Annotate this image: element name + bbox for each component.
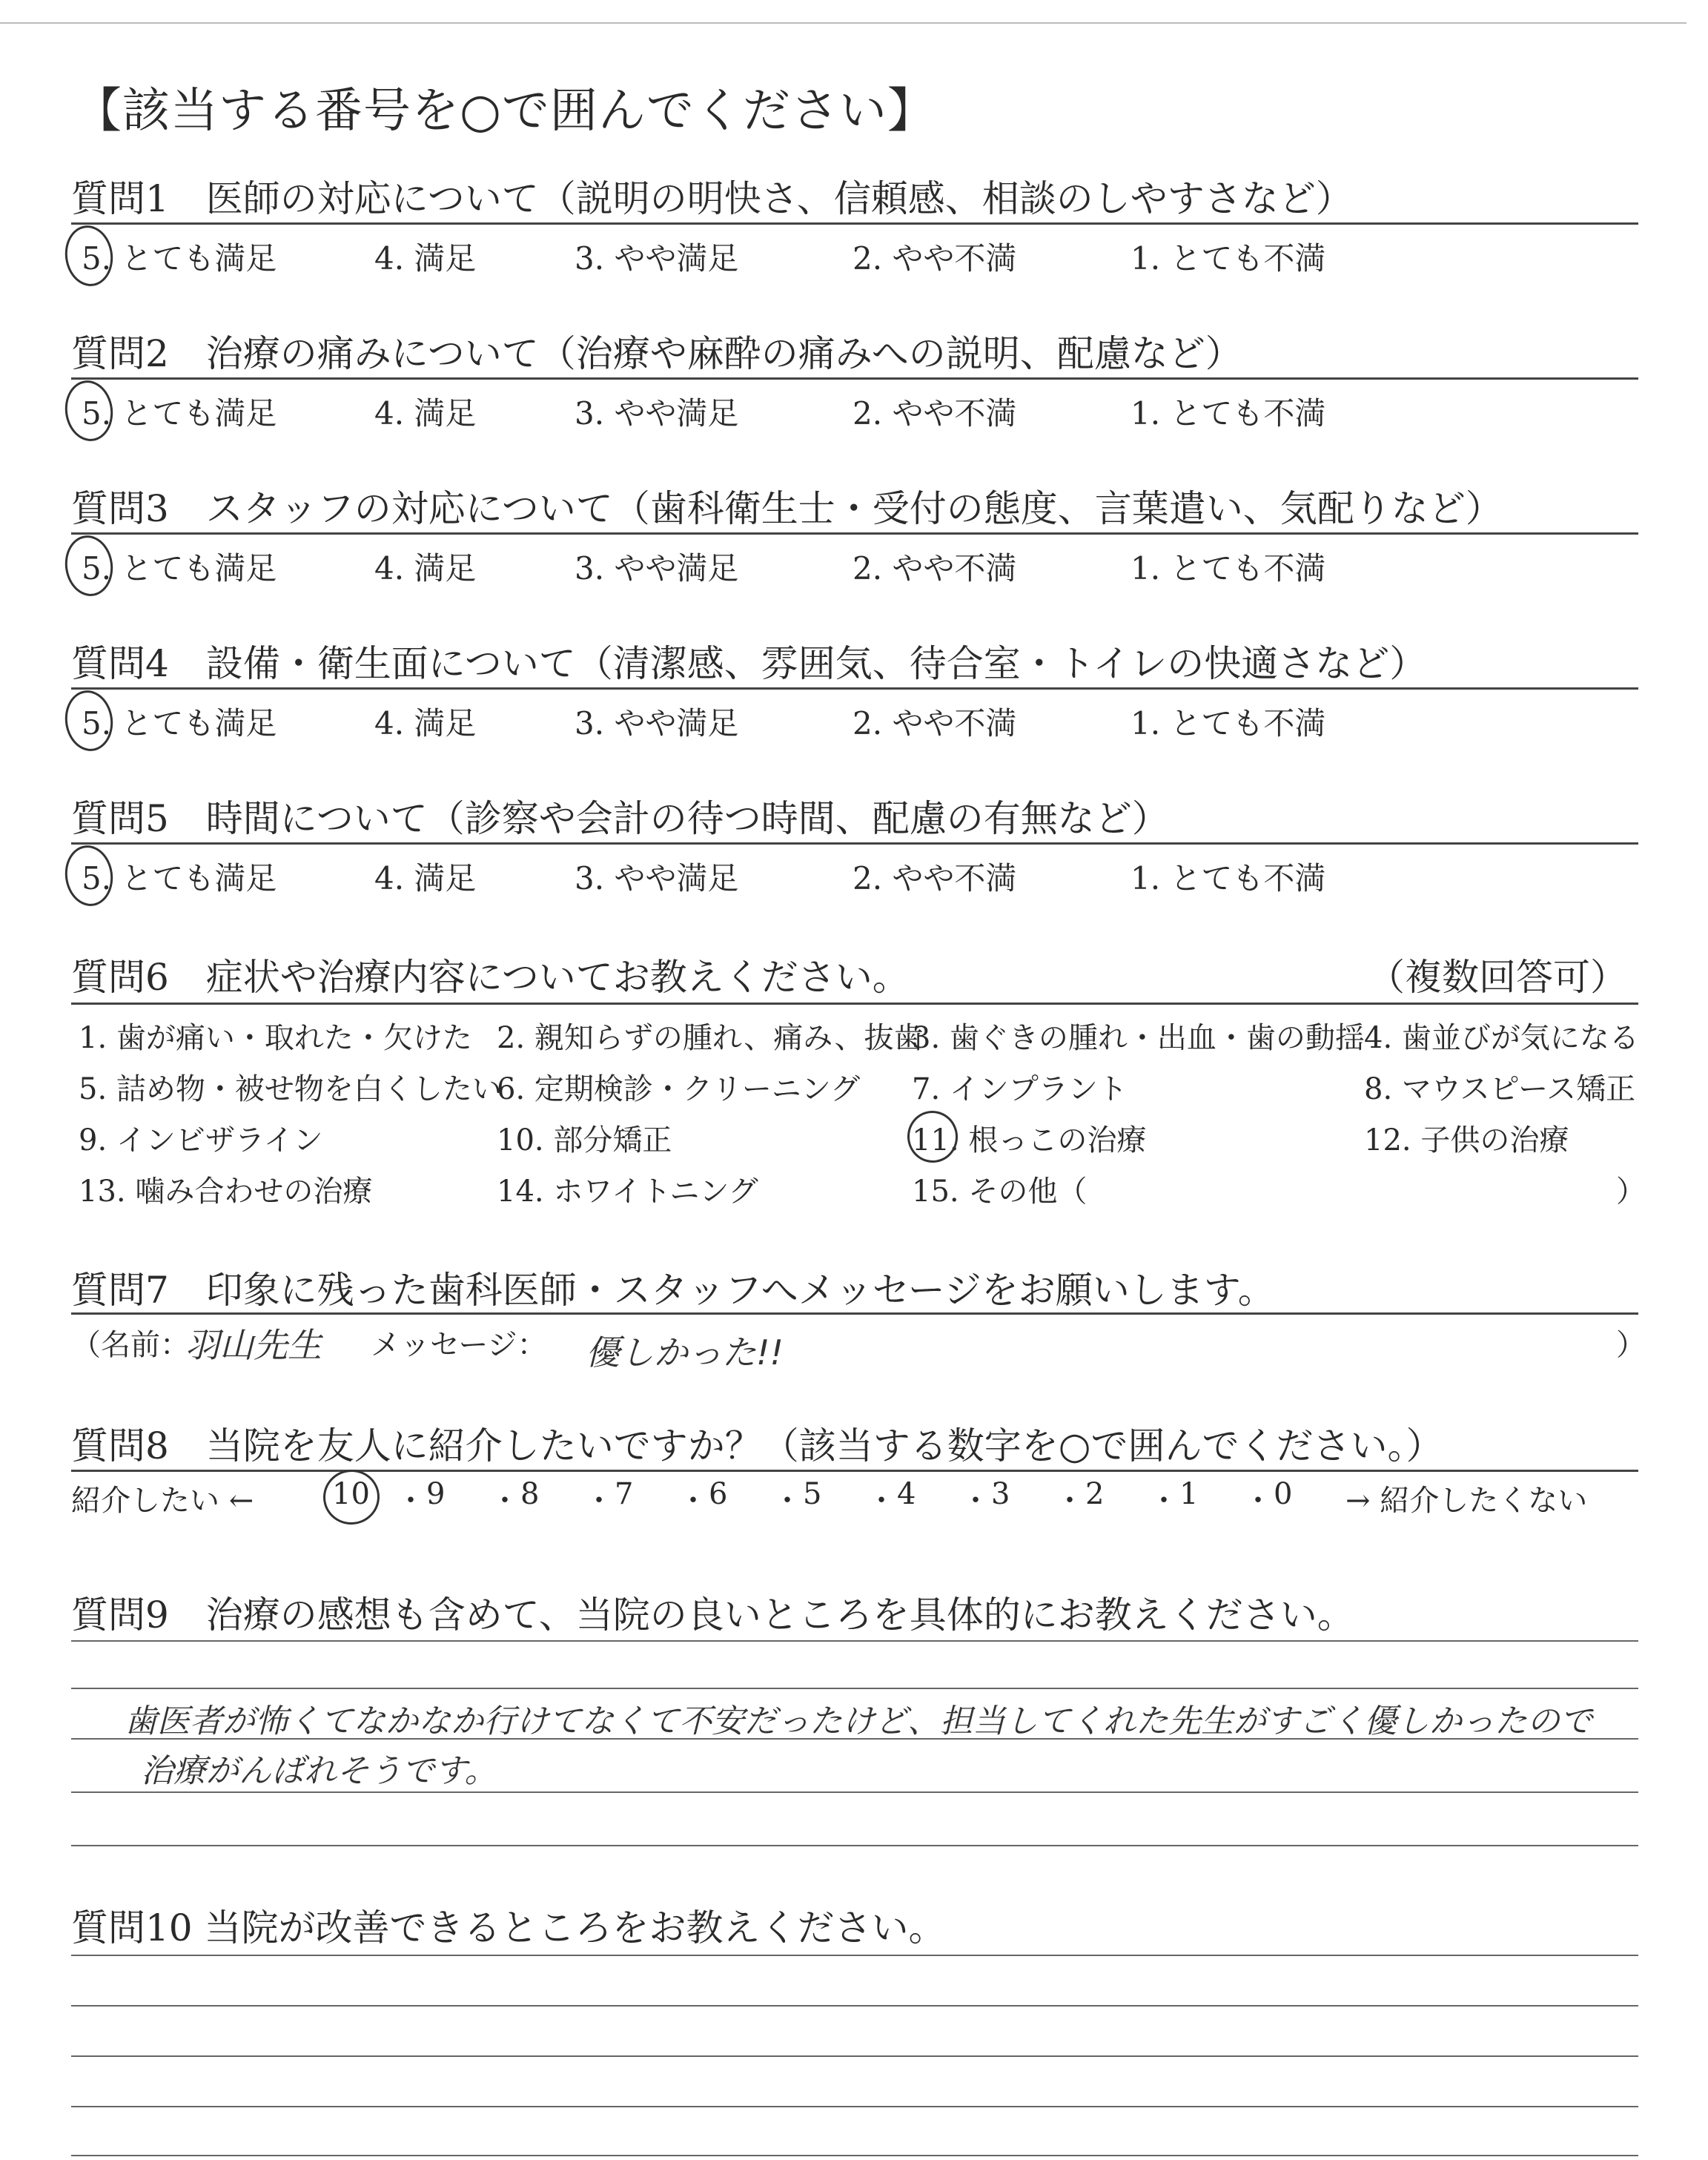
q6-note: （複数回答可） bbox=[1368, 956, 1627, 999]
q6-other-close-paren: ） bbox=[1616, 1175, 1646, 1209]
q7-title: 質問7 印象に残った歯科医師・スタッフへメッセージをお願いします。 bbox=[71, 1269, 1275, 1312]
q8-scale-separator: ・ bbox=[584, 1484, 614, 1518]
q8-selection-circle bbox=[320, 1466, 383, 1528]
q4-rule bbox=[71, 687, 1638, 690]
q6-option-7[interactable]: 7. インプラント bbox=[912, 1072, 1128, 1106]
q5-option-3[interactable]: 3. やや満足 bbox=[575, 860, 739, 896]
q4-option-5[interactable]: 5. とても満足 bbox=[82, 705, 277, 742]
q3-title: 質問3 スタッフの対応について（歯科衛生士・受付の態度、言葉遣い、気配りなど） bbox=[71, 487, 1503, 530]
q9-answer-line-2[interactable]: 治療がんばれそうです。 bbox=[141, 1752, 497, 1790]
q10-line-3 bbox=[71, 2055, 1638, 2057]
q5-option-4[interactable]: 4. 満足 bbox=[374, 860, 477, 896]
q3-option-4[interactable]: 4. 満足 bbox=[374, 550, 477, 587]
q1-option-3[interactable]: 3. やや満足 bbox=[575, 240, 739, 277]
q2-option-2[interactable]: 2. やや不満 bbox=[853, 395, 1017, 432]
q10-line-1 bbox=[71, 1955, 1638, 1956]
q1-selection-circle bbox=[62, 222, 117, 289]
q6-option-13[interactable]: 13. 噛み合わせの治療 bbox=[79, 1175, 373, 1209]
q5-selection-circle bbox=[62, 842, 117, 909]
q8-scale-separator: ・ bbox=[490, 1484, 520, 1518]
q6-option-12[interactable]: 12. 子供の治療 bbox=[1364, 1123, 1569, 1157]
q8-scale-10[interactable]: 10 bbox=[332, 1477, 370, 1511]
q2-option-3[interactable]: 3. やや満足 bbox=[575, 395, 739, 432]
q5-rule bbox=[71, 842, 1638, 845]
q7-name-label: （名前： bbox=[71, 1328, 190, 1362]
q1-option-5[interactable]: 5. とても満足 bbox=[82, 240, 277, 277]
q8-scale-7[interactable]: 7 bbox=[615, 1477, 634, 1511]
q10-line-2 bbox=[71, 2005, 1638, 2007]
q4-title: 質問4 設備・衛生面について（清潔感、雰囲気、待合室・トイレの快適さなど） bbox=[71, 642, 1427, 685]
q8-rule bbox=[71, 1470, 1638, 1472]
q1-option-1[interactable]: 1. とても不満 bbox=[1131, 240, 1326, 277]
q7-message-label: メッセージ： bbox=[371, 1328, 547, 1362]
q2-option-5[interactable]: 5. とても満足 bbox=[82, 395, 277, 432]
page-heading: 【該当する番号を○で囲んでください】 bbox=[74, 84, 936, 139]
q6-option-10[interactable]: 10. 部分矯正 bbox=[497, 1123, 672, 1157]
q4-option-4[interactable]: 4. 満足 bbox=[374, 705, 477, 742]
q6-option-3[interactable]: 3. 歯ぐきの腫れ・出血・歯の動揺 bbox=[912, 1021, 1365, 1055]
q8-scale-9[interactable]: 9 bbox=[426, 1477, 446, 1511]
q6-option-6[interactable]: 6. 定期検診・クリーニング bbox=[497, 1072, 861, 1106]
q8-left-label: 紹介したい ← bbox=[71, 1484, 254, 1518]
q4-option-3[interactable]: 3. やや満足 bbox=[575, 705, 739, 742]
q7-name-value[interactable]: 羽山先生 bbox=[185, 1325, 322, 1365]
q10-title: 質問10 当院が改善できるところをお教えください。 bbox=[71, 1906, 946, 1949]
q6-option-8[interactable]: 8. マウスピース矯正 bbox=[1364, 1072, 1636, 1106]
q2-selection-circle bbox=[62, 377, 117, 444]
q5-option-1[interactable]: 1. とても不満 bbox=[1131, 860, 1326, 896]
q10-line-4 bbox=[71, 2106, 1638, 2107]
q6-option-15[interactable]: 15. その他（ bbox=[912, 1175, 1088, 1209]
q3-rule bbox=[71, 532, 1638, 535]
q9-answer-line-1[interactable]: 歯医者が怖くてなかなか行けてなくて不安だったけど、担当してくれた先生がすごく優しかったので bbox=[125, 1702, 1592, 1740]
q2-option-1[interactable]: 1. とても不満 bbox=[1131, 395, 1326, 432]
q8-right-label: → 紹介したくない bbox=[1345, 1484, 1588, 1518]
q5-title: 質問5 時間について（診察や会計の待つ時間、配慮の有無など） bbox=[71, 797, 1169, 840]
q6-rule bbox=[71, 1003, 1638, 1005]
q4-option-2[interactable]: 2. やや不満 bbox=[853, 705, 1017, 742]
q3-option-5[interactable]: 5. とても満足 bbox=[82, 550, 277, 587]
q6-option-9[interactable]: 9. インビザライン bbox=[79, 1123, 323, 1157]
q8-scale-8[interactable]: 8 bbox=[520, 1477, 540, 1511]
q7-rule bbox=[71, 1312, 1638, 1315]
q6-title: 質問6 症状や治療内容についてお教えください。 bbox=[71, 956, 910, 999]
q1-option-2[interactable]: 2. やや不満 bbox=[853, 240, 1017, 277]
q6-option-4[interactable]: 4. 歯並びが気になる bbox=[1364, 1021, 1639, 1055]
q8-title: 質問8 当院を友人に紹介したいですか？（該当する数字を○で囲んでください。） bbox=[71, 1424, 1443, 1467]
q5-option-2[interactable]: 2. やや不満 bbox=[853, 860, 1017, 896]
q7-close-paren: ） bbox=[1616, 1328, 1646, 1362]
q8-scale-separator: ・ bbox=[1149, 1484, 1179, 1518]
q5-option-5[interactable]: 5. とても満足 bbox=[82, 860, 277, 896]
q8-scale-0[interactable]: 0 bbox=[1274, 1477, 1293, 1511]
q3-option-1[interactable]: 1. とても不満 bbox=[1131, 550, 1326, 587]
q1-rule bbox=[71, 222, 1638, 225]
q3-option-3[interactable]: 3. やや満足 bbox=[575, 550, 739, 587]
q8-scale-3[interactable]: 3 bbox=[991, 1477, 1010, 1511]
q8-scale-separator: ・ bbox=[772, 1484, 802, 1518]
q2-option-4[interactable]: 4. 満足 bbox=[374, 395, 477, 432]
q2-rule bbox=[71, 377, 1638, 380]
q10-line-5 bbox=[71, 2155, 1638, 2156]
q7-message-value[interactable]: 優しかった!! bbox=[586, 1332, 784, 1373]
q9-line-4 bbox=[71, 1791, 1638, 1793]
q1-option-4[interactable]: 4. 満足 bbox=[374, 240, 477, 277]
q9-line-2 bbox=[71, 1688, 1638, 1689]
q9-line-1 bbox=[71, 1640, 1638, 1642]
q1-title: 質問1 医師の対応について（説明の明快さ、信頼感、相談のしやすさなど） bbox=[71, 177, 1353, 220]
q6-option-14[interactable]: 14. ホワイトニング bbox=[497, 1175, 758, 1209]
scan-edge bbox=[0, 22, 1687, 24]
q3-option-2[interactable]: 2. やや不満 bbox=[853, 550, 1017, 587]
q9-title: 質問9 治療の感想も含めて、当院の良いところを具体的にお教えください。 bbox=[71, 1593, 1354, 1636]
q4-selection-circle bbox=[62, 687, 117, 754]
q8-scale-6[interactable]: 6 bbox=[709, 1477, 728, 1511]
q2-title: 質問2 治療の痛みについて（治療や麻酔の痛みへの説明、配慮など） bbox=[71, 332, 1242, 375]
q8-scale-separator: ・ bbox=[396, 1484, 426, 1518]
q8-scale-2[interactable]: 2 bbox=[1085, 1477, 1105, 1511]
q9-line-5 bbox=[71, 1845, 1638, 1846]
q6-option-1[interactable]: 1. 歯が痛い・取れた・欠けた bbox=[79, 1021, 472, 1055]
q3-selection-circle bbox=[62, 532, 117, 599]
q6-option-11[interactable]: 11. 根っこの治療 bbox=[912, 1123, 1147, 1157]
q6-option-5[interactable]: 5. 詰め物・被せ物を白くしたい bbox=[79, 1072, 502, 1106]
q8-scale-separator: ・ bbox=[678, 1484, 708, 1518]
q8-scale-separator: ・ bbox=[961, 1484, 990, 1518]
q8-scale-separator: ・ bbox=[1243, 1484, 1273, 1518]
q4-option-1[interactable]: 1. とても不満 bbox=[1131, 705, 1326, 742]
q8-scale-5[interactable]: 5 bbox=[803, 1477, 822, 1511]
q8-scale-4[interactable]: 4 bbox=[897, 1477, 916, 1511]
q6-option-2[interactable]: 2. 親知らずの腫れ、痛み、抜歯 bbox=[497, 1021, 924, 1055]
q8-scale-1[interactable]: 1 bbox=[1179, 1477, 1199, 1511]
q8-scale-separator: ・ bbox=[1055, 1484, 1085, 1518]
q8-scale-separator: ・ bbox=[867, 1484, 896, 1518]
